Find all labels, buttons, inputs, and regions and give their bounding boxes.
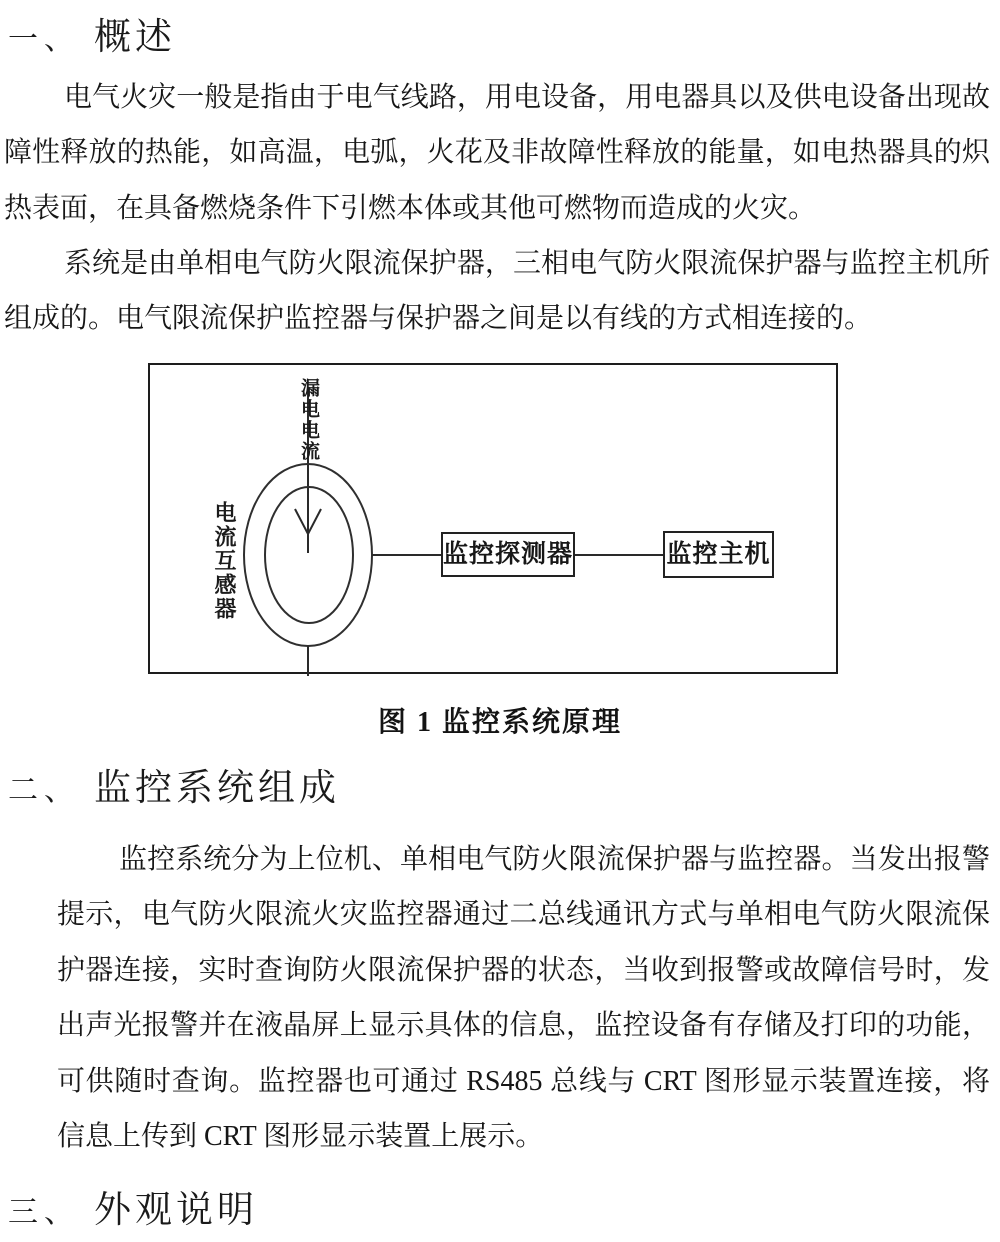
leakage-current-label: 漏电电流 bbox=[298, 378, 319, 462]
paragraph-overview-1: 电气火灾一般是指由于电气线路，用电设备，用电器具以及供电设备出现故障性释放的热能，如高温，电弧，火花及非故障性释放的能量，如电热器具的炽热表面，在具备燃烧条件下引燃本体或其他可燃物而造成的火灾。 bbox=[4, 82, 990, 224]
figure-caption: 图 1 监控系统原理 bbox=[377, 707, 622, 738]
diagram-lines bbox=[150, 365, 840, 676]
section-heading-composition bbox=[8, 757, 340, 811]
host-box: 监控主机 bbox=[663, 531, 774, 578]
section-title: 概述 bbox=[94, 17, 176, 58]
section-heading-appearance bbox=[8, 1179, 258, 1233]
section-title: 外观说明 bbox=[94, 1190, 258, 1231]
section-number: 二、 bbox=[8, 774, 80, 807]
section-heading-overview bbox=[8, 6, 176, 60]
paragraph-overview-2: 系统是由单相电气防火限流保护器，三相电气防火限流保护器与监控主机所组成的。电气限流保护监控器与保护器之间是以有线的方式相连接的。 bbox=[4, 248, 990, 335]
current-transformer-label: 电流互感器 bbox=[212, 501, 237, 621]
figure-frame bbox=[148, 363, 838, 674]
section-number: 一、 bbox=[8, 23, 80, 56]
detector-box: 监控探测器 bbox=[441, 532, 575, 577]
section-title: 监控系统组成 bbox=[94, 768, 340, 809]
paragraph-composition-1: 监控系统分为上位机、单相电气防火限流保护器与监控器。当发出报警提示，电气防火限流火灾监控器通过二总线通讯方式与单相电气防火限流保护器连接，实时查询防火限流保护器的状态，当收到报警或故障信号时，发出声光报警并在液晶屏上显示具体的信息，监控设备有存储及打印的功能，可供随时查询。监控器也可通过 RS485 总线与 CRT 图形显示装置连接，将信息上传到 CRT 图形显示装置上展示。 bbox=[57, 844, 990, 1153]
section-number: 三、 bbox=[8, 1196, 80, 1229]
